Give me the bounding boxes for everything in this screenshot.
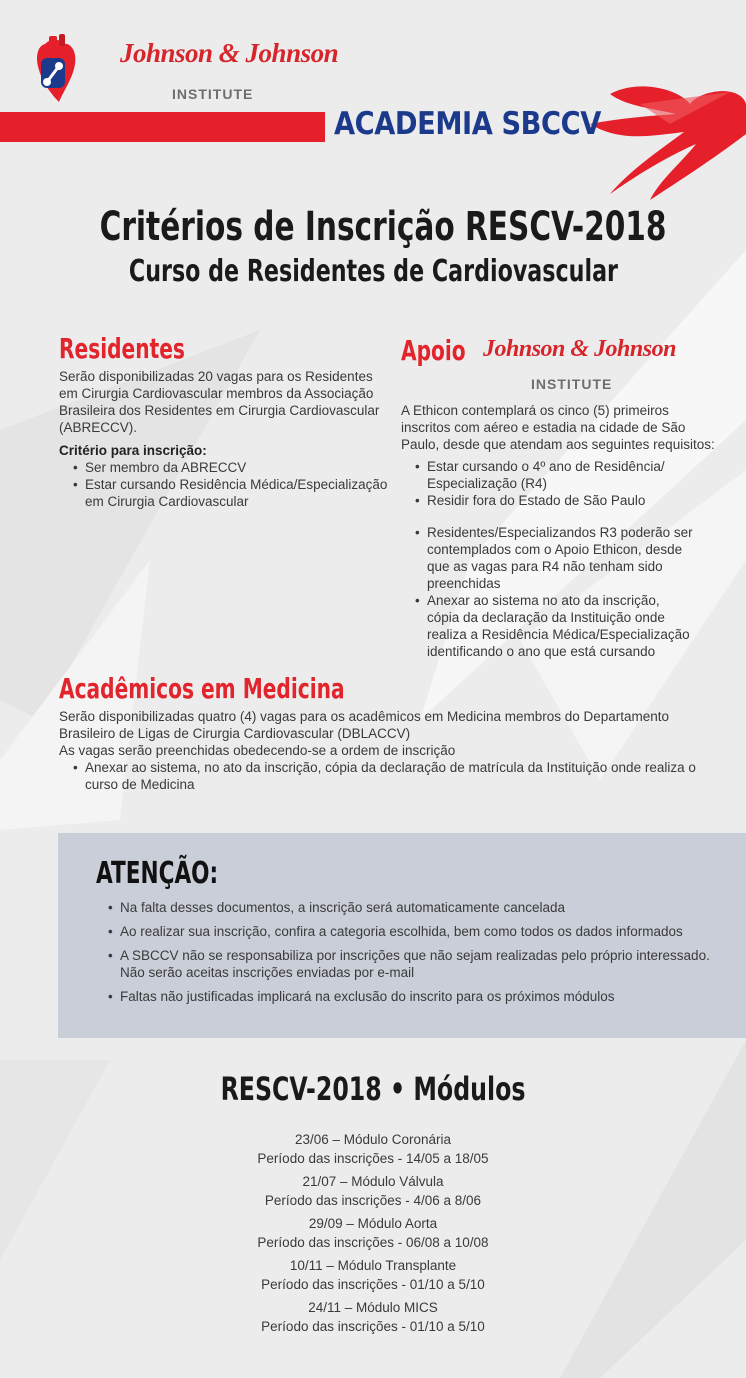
academicos-text-3: As vagas serão preenchidas obedecendo-se a ordem de inscrição <box>59 743 456 758</box>
apoio-title: Apoio <box>401 334 466 367</box>
criteria-label: Critério para inscrição: <box>59 443 207 458</box>
list-item: • Faltas não justificadas implicará na exclusão do inscrito para os próximos módulos <box>94 988 736 1005</box>
academicos-list <box>59 759 729 793</box>
academia-sbccv-title: ACADEMIA SBCCV <box>334 106 601 142</box>
list-item: • Estar cursando Residência Médica/Especialização em Cirurgia Cardiovascular <box>59 476 389 510</box>
heart-logo-icon <box>35 34 77 104</box>
list-item: • Ser membro da ABRECCV <box>59 459 389 476</box>
list-item: • A SBCCV não se responsabiliza por inscrições que não sejam realizadas pelo próprio interessado. Não serão aceitas inscrições enviadas por e-mail <box>94 947 736 981</box>
list-item: • Anexar ao sistema, no ato da inscrição, cópia da declaração de matrícula da Instituição onde realiza o curso de Medicina <box>59 759 729 793</box>
residentes-section <box>59 332 389 510</box>
residentes-text-3: Brasileira dos Residentes em Cirurgia Cardiovascular <box>59 403 380 418</box>
residentes-criteria-list <box>59 459 389 510</box>
atencao-list <box>94 899 736 1005</box>
main-title <box>0 204 746 250</box>
apoio-section <box>401 332 731 660</box>
residentes-text-1: Serão disponibilizadas 20 vagas para os Residentes <box>59 369 373 384</box>
modulos-list <box>0 1130 746 1336</box>
subtitle <box>0 254 746 289</box>
module-item: 21/07 – Módulo Válvula Período das inscrições - 4/06 a 8/06 <box>264 1174 482 1208</box>
apoio-text-3: Paulo, desde que atendam aos seguintes requisitos: <box>401 437 715 452</box>
list-item: • Anexar ao sistema no ato da inscrição, cópia da declaração da Instituição onde realiza a Residência Médica/Especialização identificando o ano que está cursando <box>401 592 731 660</box>
module-item: 23/06 – Módulo Coronária Período das inscrições - 14/05 a 18/05 <box>257 1132 489 1166</box>
academicos-section <box>59 672 729 793</box>
title-line-2: Curso de Residentes de Cardiovascular <box>128 254 618 289</box>
module-item: 24/11 – Módulo MICS Período das inscrições - 01/10 a 5/10 <box>261 1300 485 1334</box>
apoio-text-2: inscritos com aéreo e estadia na cidade de São <box>401 420 686 435</box>
residentes-title: Residentes <box>59 332 185 365</box>
list-item: • Residir fora do Estado de São Paulo <box>401 492 731 509</box>
apoio-text-1: A Ethicon contemplará os cinco (5) primeiros <box>401 403 669 418</box>
atencao-section <box>96 856 736 1005</box>
academicos-text-2: Brasileiro de Ligas de Cirurgia Cardiovascular (DBLACCV) <box>59 726 411 741</box>
jj-logo-apoio: Johnson & Johnson <box>483 336 676 362</box>
module-item: 29/09 – Módulo Aorta Período das inscrições - 06/08 a 10/08 <box>257 1216 489 1250</box>
jj-logo-header: Johnson & Johnson <box>120 38 339 68</box>
list-item: • Estar cursando o 4º ano de Residência/ Especialização (R4) <box>401 458 731 492</box>
sbccv-heart-logo-icon <box>580 84 746 204</box>
list-item: • Na falta desses documentos, a inscrição será automaticamente cancelada <box>94 899 736 916</box>
academicos-text-1: Serão disponibilizadas quatro (4) vagas para os acadêmicos em Medicina membros do Departamento <box>59 709 670 724</box>
header-red-bar <box>0 112 325 142</box>
list-item: • Ao realizar sua inscrição, confira a categoria escolhida, bem como todos os dados informados <box>94 923 736 940</box>
residentes-text-4: (ABRECCV). <box>59 420 138 435</box>
title-line-1: Critérios de Inscrição RESCV-2018 <box>99 204 667 250</box>
atencao-title: ATENÇÃO: <box>96 856 219 891</box>
modulos-title <box>0 1070 746 1108</box>
apoio-extra-list <box>401 524 731 660</box>
academicos-title: Acadêmicos em Medicina <box>59 672 345 705</box>
residentes-text-2: em Cirurgia Cardiovascular membros da Associação <box>59 386 374 401</box>
jj-institute-header: INSTITUTE <box>172 86 254 102</box>
jj-institute-apoio: INSTITUTE <box>531 376 613 392</box>
modulos-title-text: RESCV-2018 • Módulos <box>220 1070 526 1108</box>
apoio-requirements-list <box>401 458 731 509</box>
list-item: • Residentes/Especializandos R3 poderão ser contemplados com o Apoio Ethicon, desde que as vagas para R4 não tenham sido preenchidas <box>401 524 731 592</box>
module-item: 10/11 – Módulo Transplante Período das inscrições - 01/10 a 5/10 <box>261 1258 485 1292</box>
